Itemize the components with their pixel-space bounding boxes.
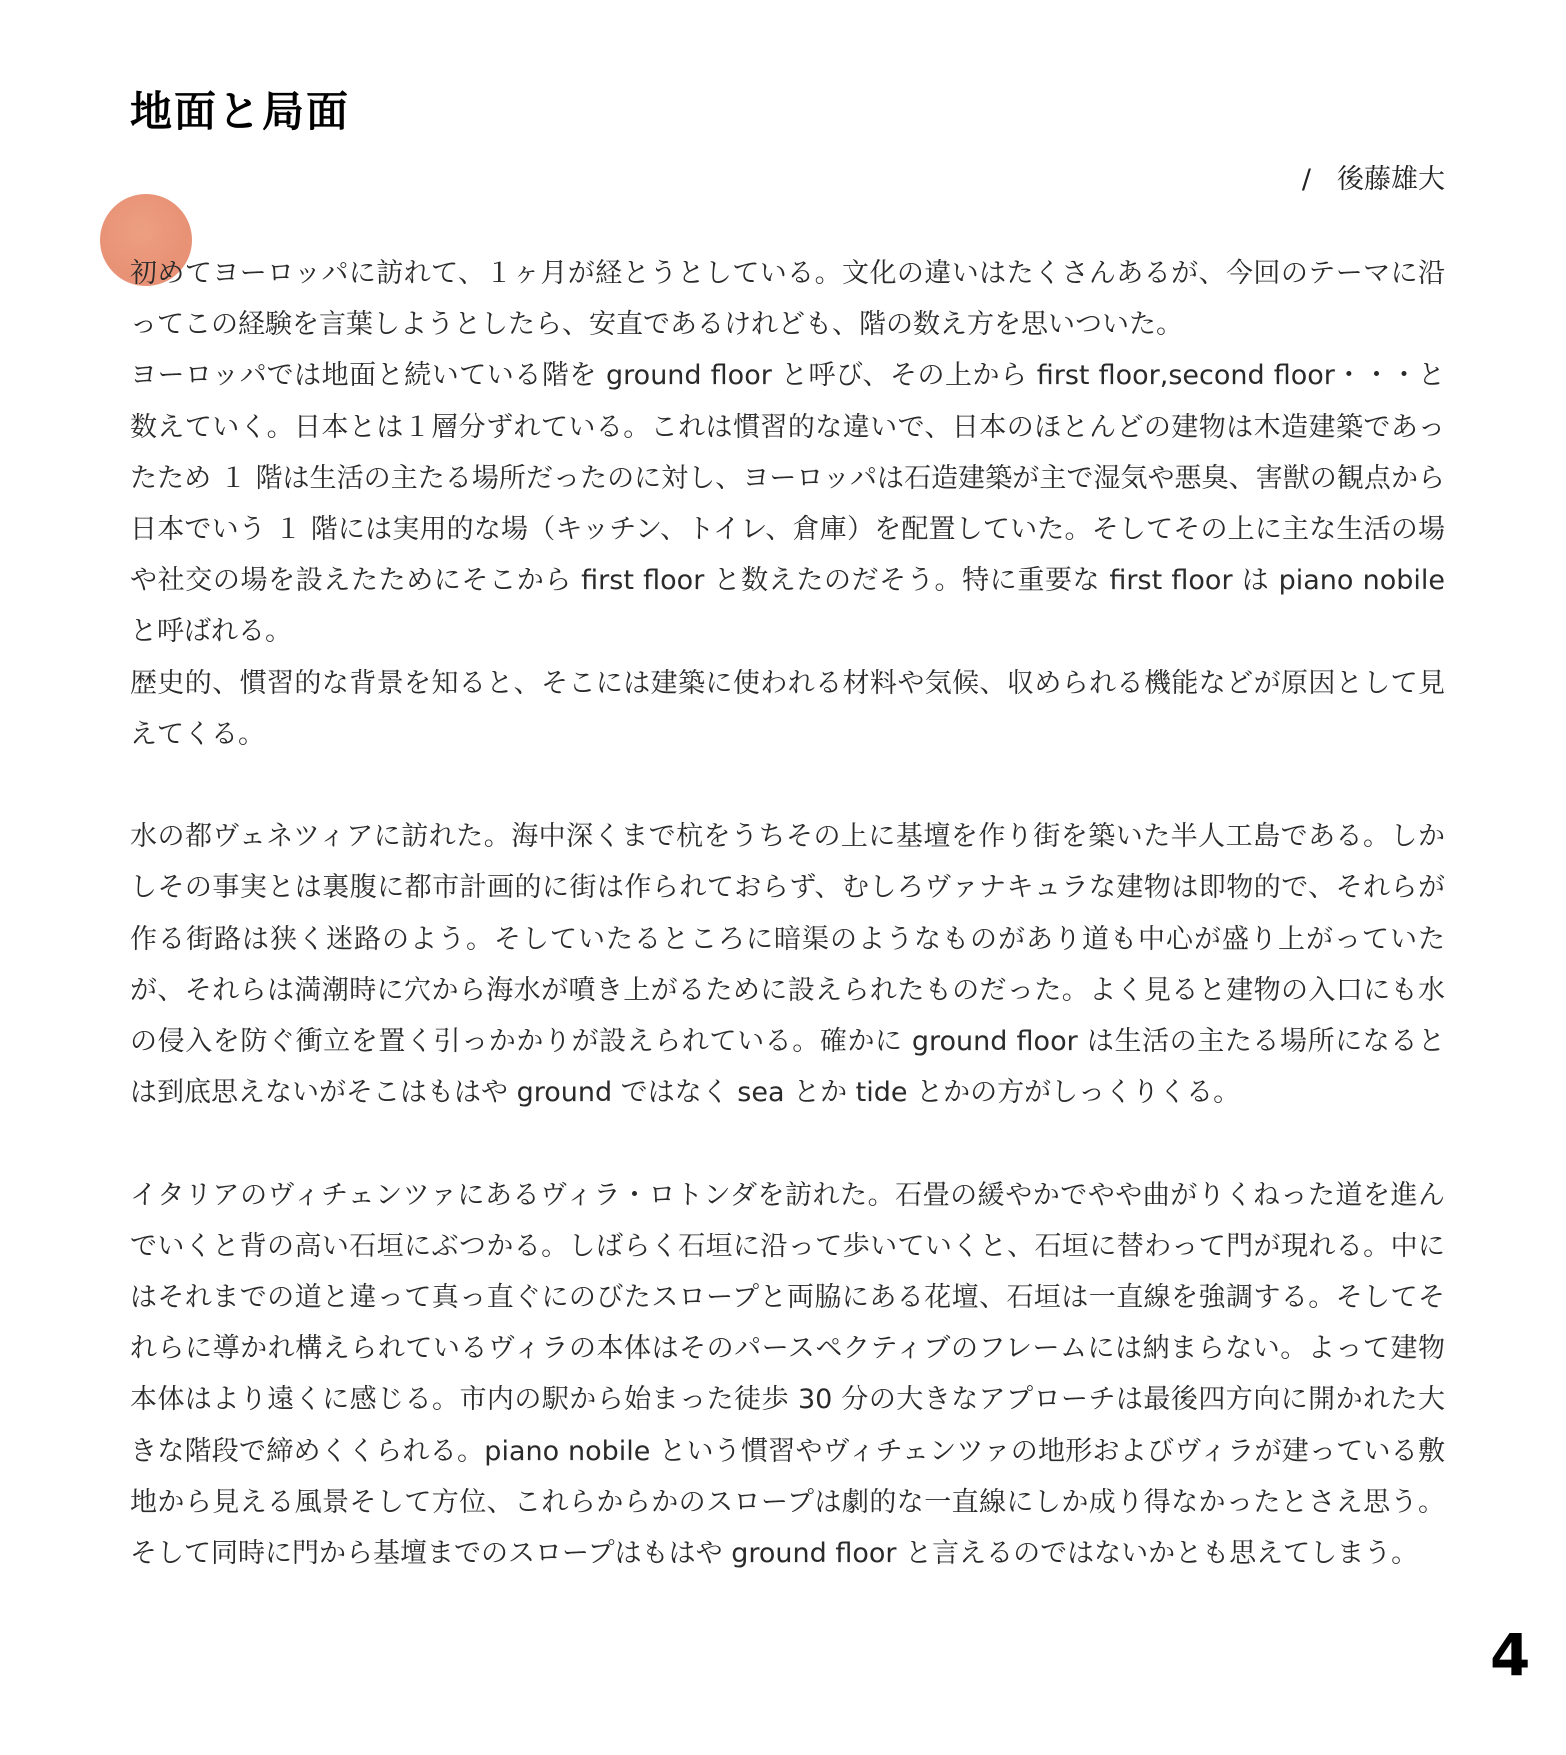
paragraph-gap [130,760,1445,811]
page-number: 4 [1490,1621,1531,1689]
paragraph-gap [130,1118,1445,1169]
author-slash: / [1301,164,1311,195]
paragraph-2: ヨーロッパでは地面と続いている階を ground floor と呼び、その上から first floor,second floor・・・と数えていく。日本とは１層分ずれている。これは慣習的な違いで、日本のほとんどの建物は木造建築であったため １ 階は生活の主たる場所だったのに対し、ヨーロッパは石造建築が主で湿気や悪臭、害獣の観点から日本でいう １ 階には実用的な場（キッチン、トイレ、倉庫）を配置していた。そしてその上に主な生活の場や社交の場を設えたためにそこから first floor と数えたのだそう。特に重要な first floor は piano nobile と呼ばれる。 [130,360,1445,648]
article-body [130,248,1445,1579]
author-name: 後藤雄大 [1337,164,1445,195]
paragraph-venice: 水の都ヴェネツィアに訪れた。海中深くまで杭をうちその上に基壇を作り街を築いた半人工島である。しかしその事実とは裏腹に都市計画的に街は作られておらず、むしろヴァナキュラな建物は即物的で、それらが作る街路は狭く迷路のよう。そしていたるところに暗渠のようなものがあり道も中心が盛り上がっていたが、それらは満潮時に穴から海水が噴き上がるために設えられたものだった。よく見ると建物の入口にも水の侵入を防ぐ衝立を置く引っかかりが設えられている。確かに ground floor は生活の主たる場所になるとは到底思えないがそこはもはや ground ではなく sea とか tide とかの方がしっくりくる。 [130,821,1445,1109]
paragraph-3: 歴史的、慣習的な背景を知ると、そこには建築に使われる材料や気候、収められる機能などが原因として見えてくる。 [130,667,1445,750]
paragraph-1: 初めてヨーロッパに訪れて、１ヶ月が経とうとしている。文化の違いはたくさんあるが、今回のテーマに沿ってこの経験を言葉しようとしたら、安直であるけれども、階の数え方を思いついた。 [130,258,1445,341]
page-title: 地面と局面 [130,87,351,136]
author-line [1302,160,1445,200]
paragraph-vicenza: イタリアのヴィチェンツァにあるヴィラ・ロトンダを訪れた。石畳の緩やかでやや曲がりくねった道を進んでいくと背の高い石垣にぶつかる。しばらく石垣に沿って歩いていくと、石垣に替わって門が現れる。中にはそれまでの道と違って真っ直ぐにのびたスロープと両脇にある花壇、石垣は一直線を強調する。そしてそれらに導かれ構えられているヴィラの本体はそのパースペクティブのフレームには納まらない。よって建物本体はより遠くに感じる。市内の駅から始まった徒歩 30 分の大きなアプローチは最後四方向に開かれた大きな階段で締めくくられる。piano nobile という慣習やヴィチェンツァの地形およびヴィラが建っている敷地から見える風景そして方位、これらからかのスロープは劇的な一直線にしか成り得なかったとさえ思う。そして同時に門から基壇までのスロープはもはや ground floor と言えるのではないかとも思えてしまう。 [130,1179,1445,1570]
